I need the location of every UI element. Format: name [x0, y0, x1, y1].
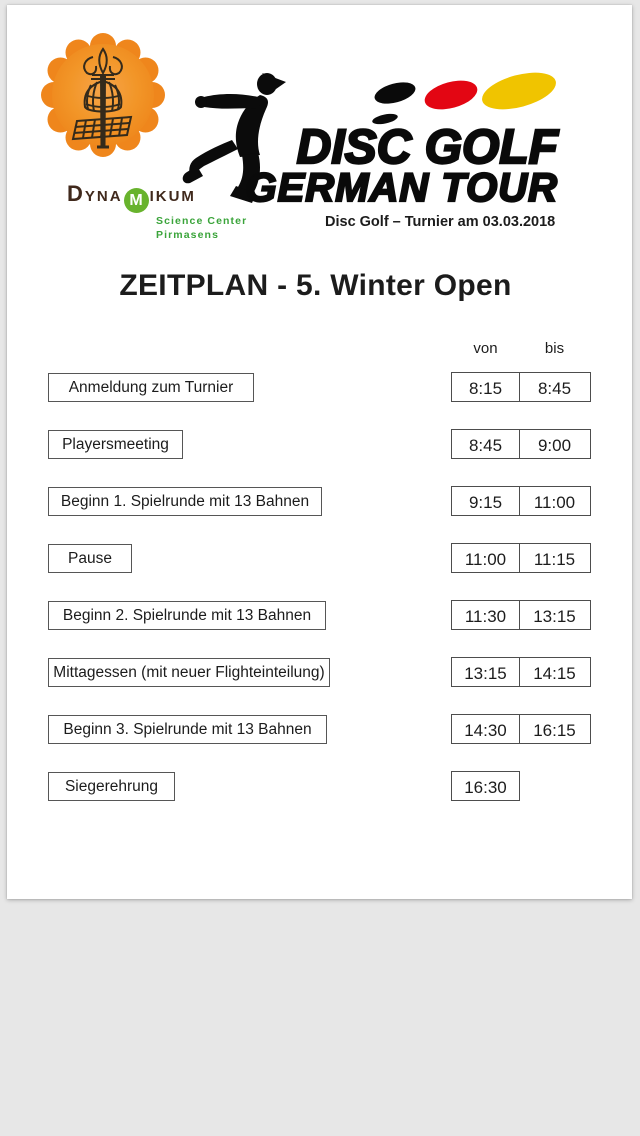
schedule-time-bis: 11:00 [519, 486, 591, 516]
schedule-time-von: 11:30 [451, 600, 520, 630]
dynamikum-brand-prefix: Dyna [67, 181, 123, 206]
schedule-time-von: 8:15 [451, 372, 520, 402]
schedule-item-label: Playersmeeting [48, 430, 183, 459]
schedule-item-label: Anmeldung zum Turnier [48, 373, 254, 402]
schedule-item-label: Beginn 3. Spielrunde mit 13 Bahnen [48, 715, 327, 744]
column-header-von: von [473, 340, 498, 357]
dynamikum-subtitle [156, 215, 257, 242]
page-title: ZEITPLAN - 5. Winter Open [119, 269, 512, 302]
schedule-time-bis: 8:45 [519, 372, 591, 402]
dynamikum-subtitle-line2: Pirmasens [156, 228, 220, 241]
red-disc-icon [422, 75, 481, 114]
schedule-item-label: Beginn 2. Spielrunde mit 13 Bahnen [48, 601, 326, 630]
yellow-disc-icon [478, 66, 560, 117]
dynamikum-m-icon: M [124, 188, 149, 213]
schedule-time-von: 9:15 [451, 486, 520, 516]
column-header-bis: bis [544, 340, 565, 357]
schedule-time-bis: 11:15 [519, 543, 591, 573]
logo-line1: DISC GOLF [296, 121, 558, 174]
dynamikum-logo [67, 181, 257, 242]
dynamikum-wordmark [67, 181, 257, 213]
dynamikum-brand-suffix: ikum [149, 181, 196, 206]
schedule-time-von: 13:15 [451, 657, 520, 687]
schedule-time-bis: 16:15 [519, 714, 591, 744]
schedule-item-label: Mittagessen (mit neuer Flighteinteilung) [48, 658, 330, 687]
schedule-time-von: 14:30 [451, 714, 520, 744]
black-disc-icon [372, 78, 417, 107]
schedule-time-von: 16:30 [451, 771, 520, 801]
dynamikum-subtitle-line1: Science Center [156, 215, 248, 227]
schedule-item-label: Pause [48, 544, 132, 573]
schedule-time-bis: 13:15 [519, 600, 591, 630]
schedule-item-label: Beginn 1. Spielrunde mit 13 Bahnen [48, 487, 322, 516]
document-page [7, 5, 632, 899]
event-date-line: Disc Golf – Turnier am 03.03.2018 [325, 214, 556, 230]
schedule-time-von: 11:00 [451, 543, 520, 573]
schedule-time-von: 8:45 [451, 429, 520, 459]
disc-golf-basket-badge-icon [41, 33, 165, 157]
schedule-time-bis: 9:00 [519, 429, 591, 459]
logo-line2: GERMAN TOUR [245, 166, 558, 210]
schedule-time-bis: 14:15 [519, 657, 591, 687]
schedule-item-label: Siegerehrung [48, 772, 175, 801]
